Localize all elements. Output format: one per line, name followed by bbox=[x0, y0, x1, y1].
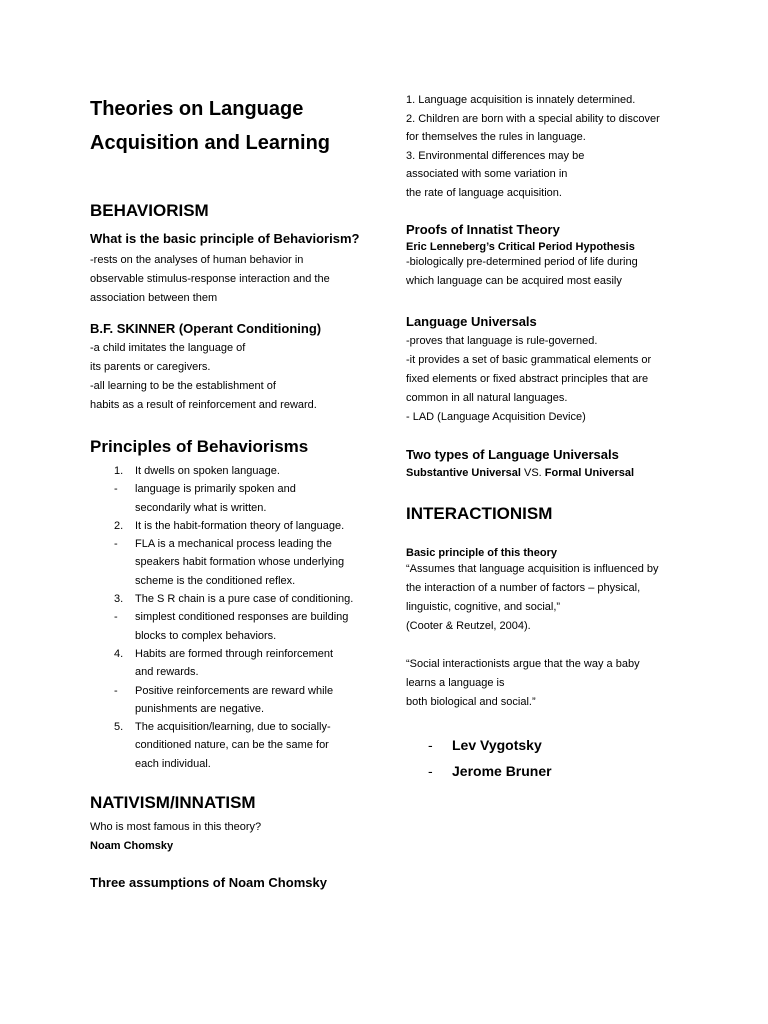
principles-heading: Principles of Behaviorisms bbox=[90, 437, 309, 456]
text-line: -a child imitates the language of bbox=[90, 342, 246, 354]
assumptions-heading: Three assumptions of Noam Chomsky bbox=[90, 875, 327, 891]
list-item bbox=[90, 590, 375, 608]
text-line: “Assumes that language acquisition is influenced by bbox=[406, 563, 659, 575]
title-line: Acquisition and Learning bbox=[90, 132, 331, 154]
text-line: for themselves the rules in language. bbox=[406, 131, 586, 143]
text-line: -all learning to be the establishment of bbox=[90, 380, 276, 392]
list-marker: 4. bbox=[114, 647, 124, 660]
text-line: -proves that language is rule-governed. bbox=[406, 335, 598, 347]
theorists-list bbox=[406, 732, 696, 784]
text-line: FLA is a mechanical process leading the bbox=[135, 538, 332, 551]
list-item bbox=[90, 645, 375, 682]
list-marker: 3. bbox=[114, 593, 124, 606]
text-line: “Social interactionists argue that the way a baby bbox=[406, 658, 640, 670]
text-line: learns a language is bbox=[406, 677, 505, 689]
text-line: The acquisition/learning, due to socially- bbox=[135, 721, 331, 734]
text-line: the rate of language acquisition. bbox=[406, 186, 562, 199]
behaviorism-heading: BEHAVIORISM bbox=[90, 201, 209, 220]
list-marker: 5. bbox=[114, 721, 124, 734]
text-line: -rests on the analyses of human behavior in bbox=[90, 254, 304, 266]
text-line: both biological and social.” bbox=[406, 696, 536, 708]
principles-list bbox=[90, 462, 375, 773]
skinner-heading: B.F. SKINNER (Operant Conditioning) bbox=[90, 321, 322, 336]
list-item bbox=[90, 462, 375, 480]
text-line: 1. Language acquisition is innately determined. bbox=[406, 94, 636, 106]
substantive-universal: Substantive Universal bbox=[406, 467, 521, 479]
right-column bbox=[406, 92, 696, 784]
basic-principle-heading: Basic principle of this theory bbox=[406, 547, 557, 559]
list-item bbox=[90, 535, 375, 590]
text-line: observable stimulus-response interaction and the bbox=[90, 273, 330, 285]
text-line: language is primarily spoken and bbox=[135, 483, 296, 496]
text-line: blocks to complex behaviors. bbox=[135, 629, 277, 642]
list-marker: - bbox=[114, 611, 118, 624]
assumptions-list bbox=[406, 91, 696, 202]
document-title bbox=[90, 92, 375, 160]
list-item bbox=[90, 718, 375, 773]
two-types-heading: Two types of Language Universals bbox=[406, 447, 619, 462]
text-line: It dwells on spoken language. bbox=[135, 465, 280, 477]
list-marker: 2. bbox=[114, 519, 124, 532]
text-line: The S R chain is a pure case of conditioning. bbox=[135, 593, 354, 606]
behaviorism-answer bbox=[90, 251, 375, 308]
nativism-answer: Noam Chomsky bbox=[90, 840, 174, 853]
interactionism-heading: INTERACTIONISM bbox=[406, 504, 553, 523]
proofs-subheading: Eric Lenneberg’s Critical Period Hypothesis bbox=[406, 241, 635, 253]
text-line: simplest conditioned responses are building bbox=[135, 611, 349, 624]
text-line: speakers habit formation whose underlying bbox=[135, 556, 345, 569]
universals-heading: Language Universals bbox=[406, 314, 537, 329]
left-column bbox=[90, 92, 375, 890]
text-line: 2. Children are born with a special ability to discover bbox=[406, 112, 660, 125]
text-line: secondarily what is written. bbox=[135, 501, 267, 514]
text-line: and rewards. bbox=[135, 666, 199, 679]
behaviorism-question: What is the basic principle of Behaviorism? bbox=[90, 231, 360, 246]
text-line: the interaction of a number of factors – physical, bbox=[406, 582, 641, 594]
interactionism-quote bbox=[406, 560, 696, 636]
list-item bbox=[406, 732, 696, 758]
versus-label: VS. bbox=[520, 467, 545, 479]
text-line: -it provides a set of basic grammatical elements or bbox=[406, 354, 652, 366]
universals-text bbox=[406, 332, 696, 427]
list-marker: - bbox=[428, 763, 433, 779]
text-line: each individual. bbox=[135, 757, 211, 770]
list-marker: - bbox=[114, 538, 118, 551]
text-line: 3. Environmental differences may be bbox=[406, 149, 585, 162]
text-line: (Cooter & Reutzel, 2004). bbox=[406, 620, 531, 632]
list-marker: - bbox=[114, 684, 118, 697]
skinner-text bbox=[90, 339, 375, 415]
formal-universal: Formal Universal bbox=[544, 467, 635, 479]
text-line: which language can be acquired most easily bbox=[406, 275, 622, 287]
theorist-name: Jerome Bruner bbox=[452, 763, 552, 779]
text-line: common in all natural languages. bbox=[406, 392, 568, 404]
list-item bbox=[90, 608, 375, 645]
text-line: It is the habit-formation theory of language. bbox=[135, 519, 345, 532]
theorist-name: Lev Vygotsky bbox=[452, 737, 542, 753]
social-interactionists-quote bbox=[406, 655, 696, 712]
nativism-question: Who is most famous in this theory? bbox=[90, 821, 262, 834]
text-line: scheme is the conditioned reflex. bbox=[135, 574, 296, 587]
text-line: association between them bbox=[90, 292, 218, 304]
text-line: conditioned nature, can be the same for bbox=[135, 739, 329, 752]
text-line: linguistic, cognitive, and social,” bbox=[406, 601, 561, 613]
text-line: its parents or caregivers. bbox=[90, 361, 211, 373]
text-line: -biologically pre-determined period of life during bbox=[406, 256, 638, 268]
text-line: Positive reinforcements are reward while bbox=[135, 684, 334, 697]
text-line: Habits are formed through reinforcement bbox=[135, 647, 334, 660]
list-item bbox=[90, 682, 375, 719]
title-line: Theories on Language bbox=[90, 98, 304, 120]
text-line: associated with some variation in bbox=[406, 168, 568, 180]
list-marker: - bbox=[428, 737, 433, 753]
text-line: punishments are negative. bbox=[135, 702, 265, 715]
list-marker: - bbox=[114, 483, 118, 496]
text-line: - LAD (Language Acquisition Device) bbox=[406, 411, 586, 423]
nativism-heading: NATIVISM/INNATISM bbox=[90, 793, 256, 813]
list-marker: 1. bbox=[114, 465, 124, 477]
list-item bbox=[406, 758, 696, 784]
proofs-heading: Proofs of Innatist Theory bbox=[406, 222, 560, 237]
text-line: fixed elements or fixed abstract principles that are bbox=[406, 373, 649, 385]
list-item bbox=[90, 480, 375, 517]
proofs-text bbox=[406, 253, 696, 291]
list-item bbox=[90, 517, 375, 535]
two-types-text bbox=[406, 464, 696, 483]
text-line: habits as a result of reinforcement and reward. bbox=[90, 399, 317, 411]
